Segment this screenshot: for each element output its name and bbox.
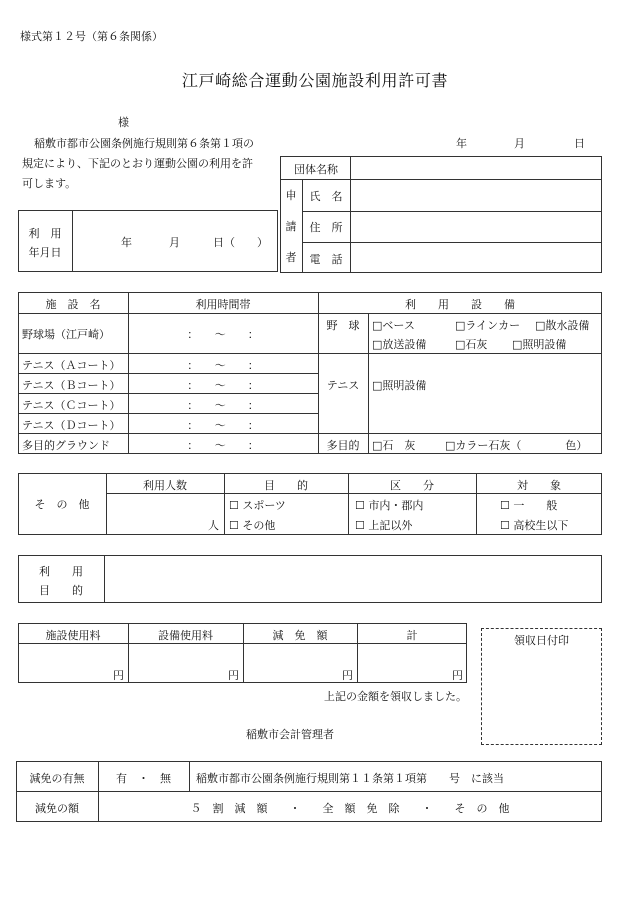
other-label: そ の 他: [34, 498, 90, 511]
col-reduction: 減 免 額: [272, 629, 328, 642]
exemption-status-label: 減免の有無: [29, 772, 85, 785]
baseball-equip-base: □ベース: [372, 319, 415, 332]
total-yen: 円: [452, 669, 463, 682]
baseball-equip-liner: □ラインカー: [455, 319, 521, 332]
col-equipment-fee: 設備使用料: [158, 629, 213, 642]
applicant-label-2: 請: [285, 220, 297, 233]
col-total: 計: [406, 629, 418, 642]
treasurer-label: 稲敷市会計管理者: [246, 728, 334, 741]
facility-fee-yen: 円: [113, 669, 124, 682]
baseball-equipment-label: 野 球: [326, 319, 360, 332]
exemption-amount-options: ５ 割 減 額 ・ 全 額 免 除 ・ そ の 他: [190, 802, 510, 815]
tennis-equip-lighting: □照明設備: [372, 379, 427, 392]
time-slot-tennis-b: ： ～ ：: [187, 379, 259, 392]
time-slot-multipurpose: ： ～ ：: [187, 439, 259, 452]
time-slot-tennis-d: ： ～ ：: [187, 419, 259, 432]
purpose-sports-checkbox[interactable]: ☐ スポーツ: [229, 499, 286, 512]
multi-equip-lime: □石 灰: [372, 439, 416, 452]
address-label: 住 所: [309, 221, 343, 234]
facility-tennis-c: テニス（Ｃコート）: [22, 399, 121, 412]
reduction-yen: 円: [342, 669, 353, 682]
col-time-slot: 利用時間帯: [195, 298, 251, 311]
facility-tennis-a: テニス（Ａコート）: [22, 359, 121, 372]
category-outside-checkbox[interactable]: ☐ 上記以外: [355, 519, 413, 532]
addressee-suffix: 様: [118, 116, 129, 129]
facility-multipurpose: 多目的グラウンド: [22, 439, 110, 452]
usage-year: 年: [121, 236, 132, 249]
equipment-fee-yen: 円: [228, 669, 239, 682]
exemption-amount-label: 減免の額: [35, 802, 79, 815]
col-purpose: 目 的: [264, 479, 308, 492]
usage-day-weekday: 日（ ）: [213, 236, 268, 249]
intro-text-1: 稲敷市都市公園条例施行規則第６条第１項の: [34, 137, 254, 150]
applicant-label-1: 申: [285, 189, 297, 202]
issue-date-month: 月: [514, 137, 525, 150]
baseball-equip-lighting: □照明設備: [512, 338, 567, 351]
usage-month: 月: [169, 236, 180, 249]
people-unit: 人: [208, 519, 219, 532]
name-label: 氏 名: [309, 190, 343, 203]
group-name-label: 団体名称: [294, 163, 338, 176]
col-facility-name: 施 設 名: [45, 298, 101, 311]
phone-label: 電 話: [309, 253, 343, 266]
col-equipment: 利 用 設 備: [405, 298, 515, 311]
usage-purpose-box: [18, 555, 602, 603]
category-local-checkbox[interactable]: ☐ 市内・郡内: [355, 499, 424, 512]
exemption-yes-no: 有 ・ 無: [116, 772, 171, 785]
facility-tennis-d: テニス（Ｄコート）: [22, 419, 121, 432]
intro-text-2: 規定により、下記のとおり運動公園の利用を許: [22, 157, 253, 170]
form-number: 様式第１２号（第６条関係）: [20, 30, 163, 43]
col-category: 区 分: [390, 479, 434, 492]
target-highschool-checkbox[interactable]: ☐ 高校生以下: [500, 519, 569, 532]
purpose-other-checkbox[interactable]: ☐ その他: [229, 519, 276, 532]
baseball-equip-pa: □放送設備: [372, 338, 427, 351]
facility-baseball: 野球場（江戸崎）: [22, 328, 110, 341]
target-general-checkbox[interactable]: ☐ 一 般: [500, 499, 558, 512]
usage-purpose-label-1: 利 用: [39, 565, 83, 578]
col-facility-fee: 施設使用料: [45, 629, 101, 642]
applicant-label-3: 者: [285, 251, 297, 264]
multi-equip-color-lime: □カラー石灰（ 色）: [445, 439, 588, 452]
facility-tennis-b: テニス（Ｂコート）: [22, 379, 121, 392]
receipt-note: 上記の金額を領収しました。: [324, 690, 467, 703]
baseball-equip-lime: □石灰: [455, 338, 488, 351]
issue-date-day: 日: [574, 137, 585, 150]
receipt-stamp-label: 領収日付印: [514, 634, 569, 647]
multipurpose-equipment-label: 多目的: [326, 439, 360, 452]
exemption-rule-text: 稲敷市都市公園条例施行規則第１１条第１項第 号 に該当: [196, 772, 504, 785]
usage-date-label-2: 年月日: [28, 246, 62, 259]
time-slot-tennis-a: ： ～ ：: [187, 359, 259, 372]
time-slot-baseball: ： ～ ：: [187, 328, 259, 341]
tennis-equipment-label: テニス: [326, 379, 360, 392]
intro-text-3: 可します。: [22, 177, 77, 190]
issue-date-year: 年: [456, 137, 467, 150]
usage-date-label-1: 利 用: [28, 227, 62, 240]
time-slot-tennis-c: ： ～ ：: [187, 399, 259, 412]
usage-purpose-label-2: 目 的: [39, 584, 83, 597]
col-target: 対 象: [517, 479, 561, 492]
baseball-equip-sprinkler: □散水設備: [535, 319, 590, 332]
col-people: 利用人数: [143, 479, 187, 492]
page-title: 江戸崎総合運動公園施設利用許可書: [181, 71, 449, 90]
